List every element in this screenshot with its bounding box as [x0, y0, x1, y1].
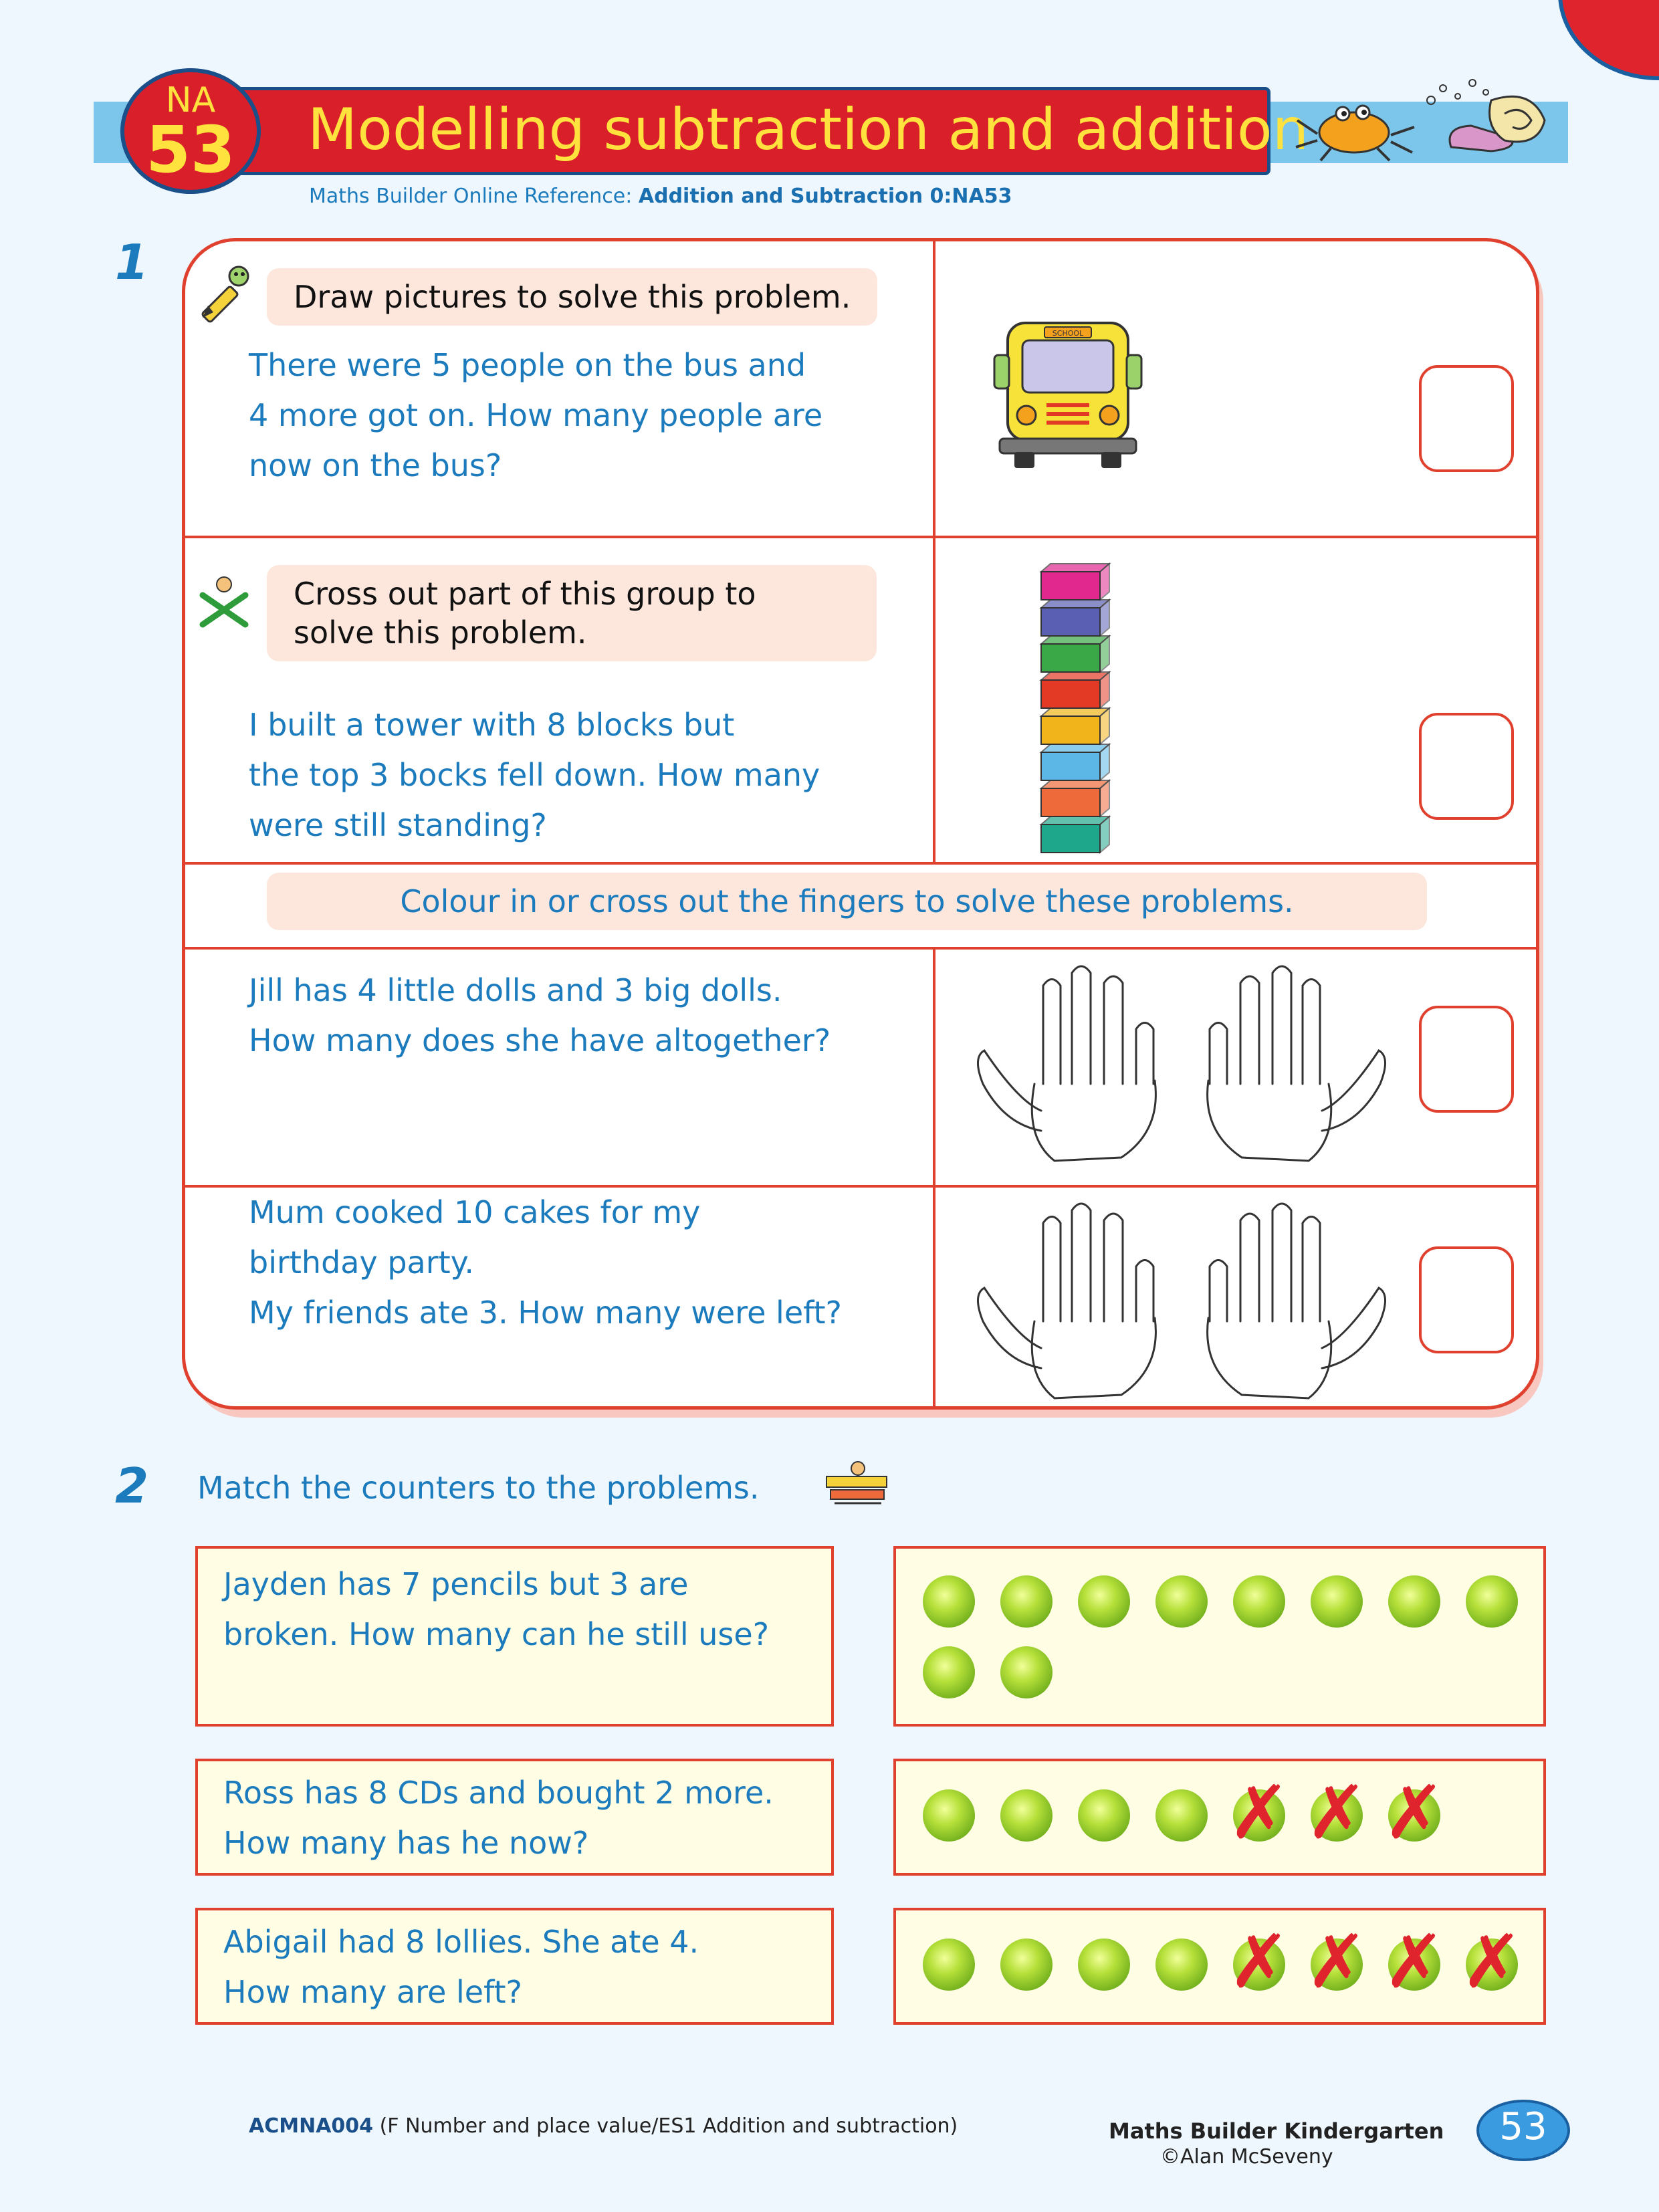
counter [1311, 1575, 1363, 1628]
counter [1233, 1575, 1285, 1628]
copyright: ©Alan McSeveny [1160, 2145, 1333, 2169]
online-reference [309, 185, 1012, 208]
page-title: Modelling subtraction and addition [308, 96, 1309, 163]
match-problem-1-line-1: Jayden has 7 pencils but 3 are [223, 1566, 689, 1602]
cross-instruction-line-2: solve this problem. [294, 615, 587, 651]
match-problem-1-line-2: broken. How many can he still use? [223, 1616, 770, 1652]
corner-decoration [1558, 0, 1659, 80]
cakes-problem-line-3: My friends ate 3. How many were left? [249, 1295, 842, 1331]
bus-answer-box[interactable] [1419, 365, 1514, 472]
counter [1228, 1918, 1291, 2005]
dolls-problem-line-1: Jill has 4 little dolls and 3 big dolls. [249, 972, 782, 1008]
counter [1383, 1918, 1446, 2005]
match-instruction: Match the counters to the problems. [197, 1470, 760, 1506]
counter-row [923, 1575, 1518, 1628]
cross-instruction-line-1: Cross out part of this group to [294, 576, 756, 612]
dolls-answer-box[interactable] [1419, 1006, 1514, 1113]
cross-mark-icon: ✗ [1305, 1769, 1368, 1856]
counter [1460, 1918, 1523, 2005]
counter [1155, 1939, 1208, 1991]
question-1-number: 1 [115, 234, 149, 290]
match-problem-3-line-1: Abigail had 8 lollies. She ate 4. [223, 1924, 699, 1960]
counter-row [923, 1918, 1523, 2005]
match-problem-2-line-1: Ross has 8 CDs and bought 2 more. [223, 1775, 774, 1811]
page-number: 53 [1499, 2105, 1547, 2148]
counter [923, 1939, 975, 1991]
cakes-problem-line-2: birthday party. [249, 1244, 474, 1281]
hand-outline[interactable] [1208, 966, 1386, 1161]
tower-block [1041, 744, 1109, 780]
bus-problem-line-2: 4 more got on. How many people are [249, 397, 823, 433]
counter [1000, 1575, 1053, 1628]
tower-block [1041, 708, 1109, 744]
counter [923, 1789, 975, 1842]
tower-problem-line-3: were still standing? [249, 807, 547, 843]
column-divider [933, 241, 935, 862]
two-hands-illustration [968, 1194, 1396, 1408]
curriculum-code [249, 2114, 958, 2138]
counter [1383, 1769, 1446, 1856]
two-hands-illustration [968, 957, 1396, 1171]
strand-label: NA [165, 80, 216, 120]
tower-problem-line-1: I built a tower with 8 blocks but [249, 707, 735, 743]
tower-block [1041, 780, 1109, 816]
tower-block [1041, 564, 1109, 600]
question-2-number: 2 [115, 1458, 149, 1514]
cross-mark-icon: ✗ [1228, 1918, 1291, 2005]
curriculum-code-id: ACMNA004 [249, 2114, 374, 2138]
reference-prefix: Maths Builder Online Reference: [309, 185, 633, 208]
counter [1466, 1575, 1518, 1628]
lesson-number: 53 [146, 112, 235, 187]
fingers-instruction: Colour in or cross out the fingers to solve these problems. [267, 873, 1427, 930]
draw-instruction: Draw pictures to solve this problem. [267, 268, 877, 326]
reference-value: Addition and Subtraction 0:NA53 [638, 185, 1012, 208]
cross-out-icon [197, 572, 254, 629]
counter [1305, 1918, 1368, 2005]
question-1-panel [182, 238, 1539, 1410]
pencil-icon [193, 261, 257, 325]
tower-block [1041, 636, 1109, 672]
cakes-answer-box[interactable] [1419, 1246, 1514, 1353]
counter [1228, 1769, 1291, 1856]
tower-answer-box[interactable] [1419, 713, 1514, 820]
counter [923, 1646, 975, 1698]
counter [1000, 1646, 1053, 1698]
crab-snail-illustration [1291, 74, 1571, 167]
cross-mark-icon: ✗ [1383, 1918, 1446, 2005]
counter [1000, 1789, 1053, 1842]
cakes-problem-line-1: Mum cooked 10 cakes for my [249, 1194, 701, 1230]
cross-mark-icon: ✗ [1305, 1918, 1368, 2005]
counter [1000, 1939, 1053, 1991]
counter [1388, 1575, 1440, 1628]
counter [923, 1575, 975, 1628]
block-tower-illustration [1034, 556, 1128, 857]
cross-mark-icon: ✗ [1383, 1769, 1446, 1856]
match-problem-3-line-2: How many are left? [223, 1974, 522, 2010]
counter [1078, 1939, 1130, 1991]
tower-block [1041, 600, 1109, 636]
bus-problem-line-1: There were 5 people on the bus and [249, 347, 806, 383]
counter [1078, 1575, 1130, 1628]
hand-outline[interactable] [1208, 1204, 1386, 1398]
row-divider [185, 862, 1536, 865]
counter-row [923, 1769, 1446, 1856]
bus-sign-text: SCHOOL [1052, 329, 1084, 338]
counter [1155, 1575, 1208, 1628]
cross-instruction [267, 565, 877, 661]
tower-problem-line-2: the top 3 bocks fell down. How many [249, 757, 820, 793]
row-divider [185, 536, 1536, 538]
column-divider [933, 947, 935, 1410]
counter [1078, 1789, 1130, 1842]
match-problem-2-line-2: How many has he now? [223, 1825, 589, 1861]
cross-mark-icon: ✗ [1228, 1769, 1291, 1856]
school-bus-icon [988, 315, 1148, 475]
dolls-problem-line-2: How many does she have altogether? [249, 1022, 831, 1059]
hand-outline[interactable] [978, 1204, 1155, 1398]
hand-outline[interactable] [978, 966, 1155, 1161]
tower-block [1041, 816, 1109, 853]
counter-row [923, 1646, 1053, 1698]
bus-problem-line-3: now on the bus? [249, 447, 502, 483]
row-divider [185, 947, 1536, 950]
counter-set-1[interactable] [893, 1546, 1546, 1727]
book-title: Maths Builder Kindergarten [1109, 2118, 1444, 2144]
counter [1155, 1789, 1208, 1842]
curriculum-code-desc: (F Number and place value/ES1 Addition and subtraction) [379, 2114, 958, 2138]
tower-block [1041, 672, 1109, 708]
cross-mark-icon: ✗ [1460, 1918, 1523, 2005]
signpost-icon [821, 1456, 895, 1510]
counter [1305, 1769, 1368, 1856]
